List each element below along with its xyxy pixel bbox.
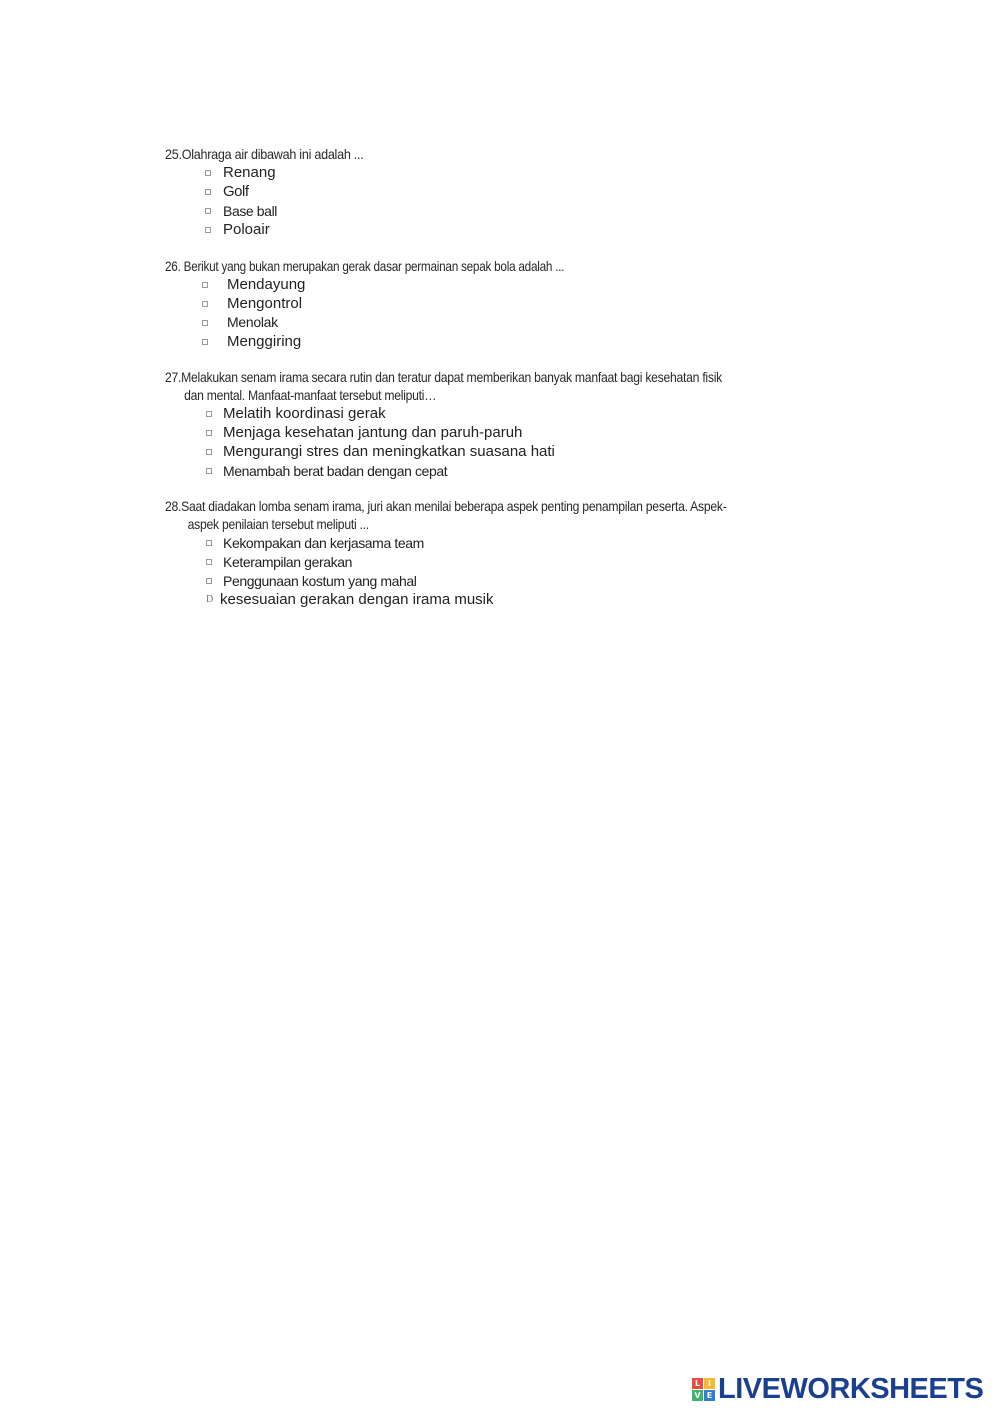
option-list [165,534,835,610]
question-line: Berikut yang bukan merupakan gerak dasar permainan sepak bola adalah ... [183,258,565,274]
question-number: 28. [165,498,182,514]
option-label: Mendayung [227,276,306,293]
logo-letter-l: L [692,1378,703,1389]
question-line-1 [165,368,809,386]
option-label: Menggiring [227,333,302,350]
checkbox[interactable] [202,282,208,288]
option-label: Menambah berat badan dengan cepat [223,463,448,479]
question-line-1 [165,497,809,515]
question-line-2: dan mental. Manfaat-manfaat tersebut meliputi… [184,387,437,403]
option-label: Poloair [223,221,270,238]
option-menjaga-kesehatan[interactable] [165,424,835,443]
question-line: Saat diadakan lomba senam irama, juri akan menilai beberapa aspek penting penampilan peserta. Aspek- [181,498,727,514]
checkbox[interactable] [202,320,208,326]
question-27 [165,368,835,481]
option-list [165,405,835,481]
option-label: Penggunaan kostum yang mahal [223,573,417,589]
checkbox[interactable] [206,430,212,436]
option-label: kesesuaian gerakan dengan irama musik [220,591,494,608]
question-text [165,497,809,533]
checkbox[interactable] [205,170,211,176]
question-line: Olahraga air dibawah ini adalah ... [181,146,364,162]
option-keterampilan[interactable] [165,553,835,572]
question-number: 25. [165,146,182,162]
option-label: Base ball [223,203,277,219]
option-renang[interactable] [165,164,835,183]
checkbox[interactable] [202,301,208,307]
option-mengurangi-stres[interactable] [165,443,835,462]
checkbox[interactable] [206,578,212,584]
logo-mark-icon [692,1378,715,1401]
option-kesesuaian-gerakan[interactable] [165,591,835,610]
question-text [165,257,787,275]
option-label: Menolak [227,314,278,330]
logo-letter-e: E [704,1390,715,1401]
question-number: 26. [165,258,181,274]
option-base-ball[interactable] [165,202,835,221]
option-menolak[interactable] [165,314,835,333]
checkbox[interactable] [206,559,212,565]
option-penggunaan-kostum[interactable] [165,572,835,591]
liveworksheets-logo [692,1374,983,1404]
option-label: Renang [223,164,276,181]
logo-letter-i: I [704,1378,715,1389]
option-label: Golf [223,183,249,200]
checkbox[interactable] [202,339,208,345]
option-list [165,164,835,240]
option-list [165,276,835,352]
option-label: Menjaga kesehatan jantung dan paruh-paruh [223,424,523,441]
option-label: Mengurangi stres dan meningkatkan suasana hati [223,443,555,460]
option-menambah-berat[interactable] [165,462,835,481]
option-melatih-koordinasi[interactable] [165,405,835,424]
option-mendayung[interactable] [165,276,835,295]
logo-text: LIVEWORKSHEETS [718,1372,984,1405]
option-label: Keterampilan gerakan [223,554,352,570]
question-26 [165,257,835,352]
checkbox[interactable] [205,208,211,214]
question-28 [165,497,835,610]
question-line-2: aspek penilaian tersebut meliputi ... [187,516,369,532]
logo-letter-v: V [692,1390,703,1401]
question-text [165,145,831,163]
option-poloair[interactable] [165,221,835,240]
question-25 [165,145,835,240]
option-label: Kekompakan dan kerjasama team [223,535,424,551]
checkbox[interactable] [206,411,212,417]
checkbox[interactable] [205,189,211,195]
option-label: Mengontrol [227,295,303,312]
option-label: Melatih koordinasi gerak [223,405,386,422]
question-text [165,368,809,404]
checkbox[interactable] [205,227,211,233]
checkbox[interactable] [206,468,212,474]
option-mengontrol[interactable] [165,295,835,314]
option-kekompakan[interactable] [165,534,835,553]
checkbox[interactable] [206,449,212,455]
question-number: 27. [165,369,182,385]
option-golf[interactable] [165,183,835,202]
question-line: Melakukan senam irama secara rutin dan teratur dapat memberikan banyak manfaat bagi kesehatan fisik [181,369,722,385]
option-menggiring[interactable] [165,333,835,352]
option-marker[interactable]: D [206,594,214,605]
checkbox[interactable] [206,540,212,546]
